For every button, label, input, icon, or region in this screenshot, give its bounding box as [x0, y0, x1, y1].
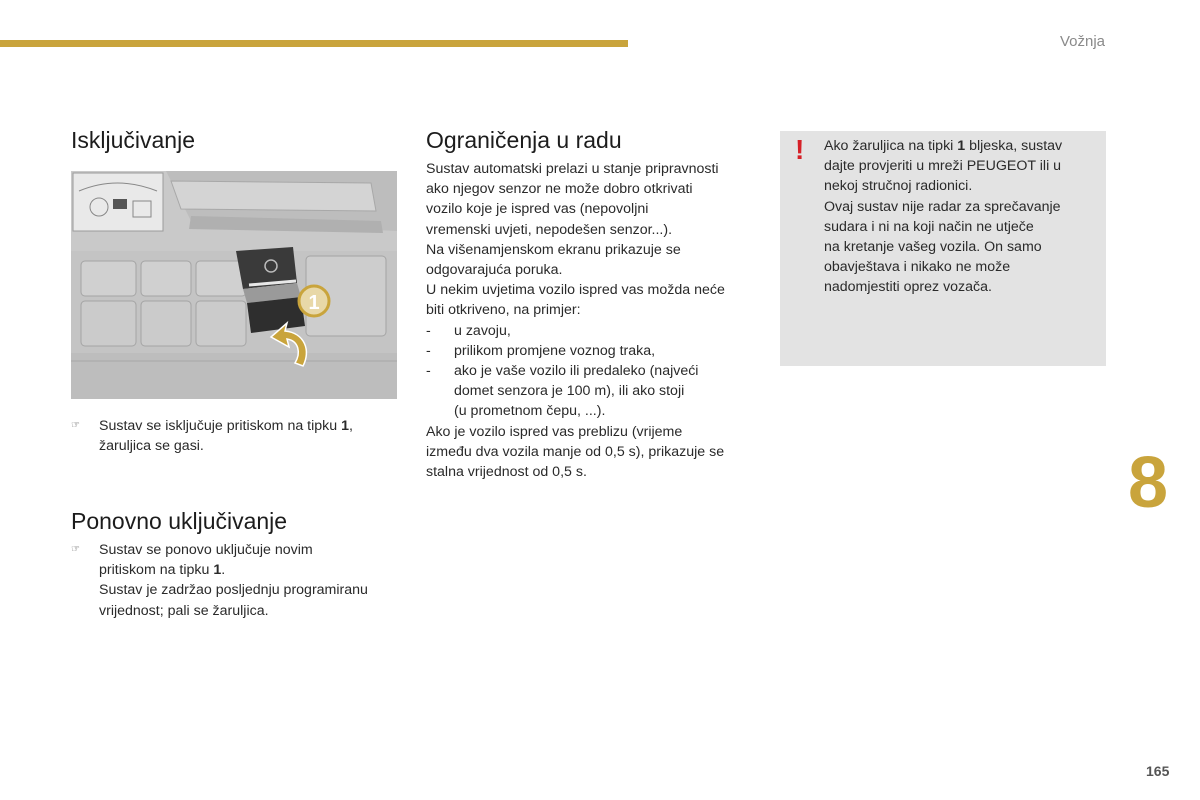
bullet-marker-icon: ☞ [71, 420, 80, 431]
warning-note [780, 131, 1106, 366]
section-title: Vožnja [1059, 33, 1105, 50]
bullet-iskljucivanje: ☞ Sustav se isključuje pritiskom na tipku 1, žaruljica se gasi. [71, 418, 353, 455]
heading-ponovno-ukljucivanje: Ponovno uključivanje [71, 508, 288, 534]
limitations-body: Sustav automatski prelazi u stanje pripravnosti ako njegov senzor ne može dobro otkrivati vozilo koje je ispred vas (nepovoljni vremenski uvjeti, nepodešen senzor...). Na višenamjenskom ekranu prikazuje se odgovarajuća poruka. U nekim uvjetima vozilo ispred vas možda neće biti otkriveno, na primjer: - u zavoju, - prilikom promjene voznog traka, - ako je vaše vozilo ili predaleko (najveći domet senzora je 100 m), ili ako stoji (u prometnom čepu, ...). Ako je vozilo ispred vas preblizu (vrijeme između dva vozila manje od 0,5 s), prikazuje se stalna vrijednost od 0,5 s. [426, 159, 766, 482]
heading-ogranicenja: Ograničenja u radu [426, 127, 622, 153]
warning-text: Ako žaruljica na tipki 1 bljeska, sustav dajte provjeriti u mreži PEUGEOT ili u nekoj stručnoj radionici. Ovaj sustav nije radar za sprečavanje sudara i ni na koji način ne utječe na kretanje vašeg vozila. On samo obavještava i nikako ne može nadomjestiti oprez vozača. [824, 138, 1063, 296]
dashboard-button-illustration [71, 171, 397, 399]
bullet-marker-icon: ☞ [71, 544, 80, 555]
bullet-ponovno: ☞ Sustav se ponovo uključuje novim pritiskom na tipku 1. Sustav je zadržao posljednju programiranu vrijednost; pali se žaruljica. [71, 542, 368, 619]
list-item: - prilikom promjene voznog traka, [426, 342, 656, 359]
header-rule [0, 40, 628, 47]
list-item: - ako je vaše vozilo ili predaleko (najveći domet senzora je 100 m), ili ako stoji (u prometnom čepu, ...). [426, 363, 699, 420]
page-number: 165 [1146, 763, 1170, 779]
list-item: - u zavoju, [426, 322, 511, 339]
heading-iskljucivanje: Isključivanje [71, 127, 195, 153]
chapter-number: 8 [1128, 443, 1169, 523]
callout-number: 1 [308, 292, 320, 314]
warning-icon: ! [795, 134, 805, 165]
